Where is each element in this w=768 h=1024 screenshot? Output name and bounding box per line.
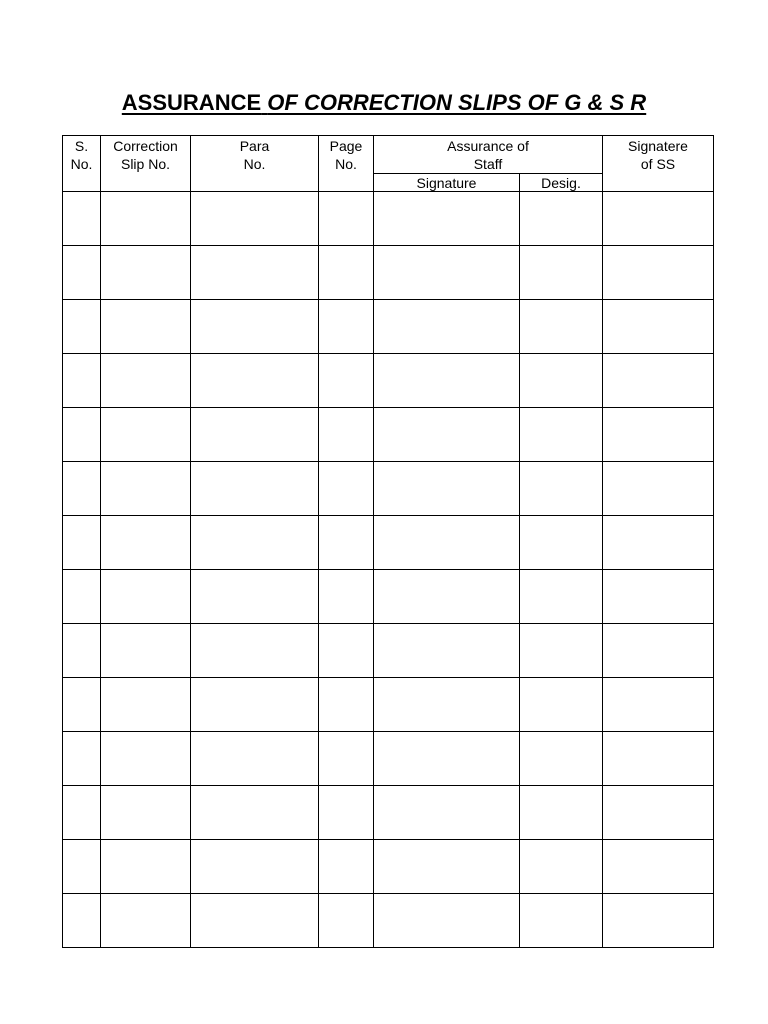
cell-desig[interactable] <box>520 678 603 732</box>
cell-signature[interactable] <box>374 300 520 354</box>
cell-page-no[interactable] <box>319 354 374 408</box>
cell-para-no[interactable] <box>191 192 319 246</box>
cell-page-no[interactable] <box>319 678 374 732</box>
cell-signature[interactable] <box>374 516 520 570</box>
cell-para-no[interactable] <box>191 516 319 570</box>
cell-para-no[interactable] <box>191 678 319 732</box>
cell-desig[interactable] <box>520 246 603 300</box>
table-row <box>63 354 714 408</box>
cell-sno[interactable] <box>63 516 101 570</box>
cell-correction-slip-no[interactable] <box>101 732 191 786</box>
cell-page-no[interactable] <box>319 624 374 678</box>
header-page-no: Page No. <box>319 136 374 192</box>
cell-page-no[interactable] <box>319 462 374 516</box>
cell-page-no[interactable] <box>319 300 374 354</box>
cell-para-no[interactable] <box>191 732 319 786</box>
table-row <box>63 408 714 462</box>
header-sno: S. No. <box>63 136 101 192</box>
cell-signatere-of-ss[interactable] <box>603 786 714 840</box>
cell-correction-slip-no[interactable] <box>101 840 191 894</box>
cell-correction-slip-no[interactable] <box>101 678 191 732</box>
cell-correction-slip-no[interactable] <box>101 894 191 948</box>
cell-sno[interactable] <box>63 678 101 732</box>
table-row <box>63 894 714 948</box>
cell-para-no[interactable] <box>191 786 319 840</box>
cell-signatere-of-ss[interactable] <box>603 246 714 300</box>
cell-desig[interactable] <box>520 462 603 516</box>
cell-sno[interactable] <box>63 624 101 678</box>
table-row <box>63 624 714 678</box>
header-para-no: Para No. <box>191 136 319 192</box>
cell-signature[interactable] <box>374 894 520 948</box>
table-row <box>63 300 714 354</box>
cell-para-no[interactable] <box>191 840 319 894</box>
table-row <box>63 516 714 570</box>
cell-signatere-of-ss[interactable] <box>603 300 714 354</box>
cell-signature[interactable] <box>374 246 520 300</box>
cell-correction-slip-no[interactable] <box>101 300 191 354</box>
cell-sno[interactable] <box>63 408 101 462</box>
cell-desig[interactable] <box>520 570 603 624</box>
cell-desig[interactable] <box>520 408 603 462</box>
cell-page-no[interactable] <box>319 786 374 840</box>
cell-signature[interactable] <box>374 840 520 894</box>
cell-signatere-of-ss[interactable] <box>603 678 714 732</box>
cell-page-no[interactable] <box>319 840 374 894</box>
cell-sno[interactable] <box>63 894 101 948</box>
cell-signature[interactable] <box>374 624 520 678</box>
cell-desig[interactable] <box>520 894 603 948</box>
table-row <box>63 462 714 516</box>
cell-para-no[interactable] <box>191 246 319 300</box>
cell-signatere-of-ss[interactable] <box>603 570 714 624</box>
cell-page-no[interactable] <box>319 246 374 300</box>
cell-para-no[interactable] <box>191 624 319 678</box>
header-signature: Signature <box>374 174 520 192</box>
cell-sno[interactable] <box>63 462 101 516</box>
cell-signature[interactable] <box>374 462 520 516</box>
table-row <box>63 246 714 300</box>
table-row <box>63 732 714 786</box>
cell-page-no[interactable] <box>319 732 374 786</box>
cell-desig[interactable] <box>520 732 603 786</box>
cell-desig[interactable] <box>520 354 603 408</box>
cell-desig[interactable] <box>520 624 603 678</box>
cell-signatere-of-ss[interactable] <box>603 354 714 408</box>
cell-para-no[interactable] <box>191 462 319 516</box>
cell-correction-slip-no[interactable] <box>101 624 191 678</box>
cell-signatere-of-ss[interactable] <box>603 408 714 462</box>
cell-correction-slip-no[interactable] <box>101 408 191 462</box>
cell-signatere-of-ss[interactable] <box>603 192 714 246</box>
cell-sno[interactable] <box>63 786 101 840</box>
cell-signature[interactable] <box>374 786 520 840</box>
header-assurance-of-staff: Assurance of Staff <box>374 136 603 174</box>
header-correction-slip-no: Correction Slip No. <box>101 136 191 192</box>
correction-slips-table <box>62 135 714 948</box>
cell-sno[interactable] <box>63 192 101 246</box>
table-body <box>63 192 714 948</box>
title-part-regular: ASSURANCE <box>121 90 262 115</box>
cell-correction-slip-no[interactable] <box>101 354 191 408</box>
cell-correction-slip-no[interactable] <box>101 516 191 570</box>
cell-para-no[interactable] <box>191 354 319 408</box>
cell-desig[interactable] <box>520 840 603 894</box>
cell-signatere-of-ss[interactable] <box>603 840 714 894</box>
cell-page-no[interactable] <box>319 408 374 462</box>
cell-para-no[interactable] <box>191 408 319 462</box>
title-part-italic: OF CORRECTION SLIPS OF G & S R <box>267 90 647 115</box>
cell-sno[interactable] <box>63 732 101 786</box>
cell-correction-slip-no[interactable] <box>101 786 191 840</box>
cell-signatere-of-ss[interactable] <box>603 624 714 678</box>
cell-signature[interactable] <box>374 354 520 408</box>
page-title <box>0 90 768 116</box>
cell-signatere-of-ss[interactable] <box>603 462 714 516</box>
table-row <box>63 192 714 246</box>
cell-desig[interactable] <box>520 192 603 246</box>
cell-desig[interactable] <box>520 300 603 354</box>
cell-signature[interactable] <box>374 678 520 732</box>
cell-desig[interactable] <box>520 516 603 570</box>
cell-page-no[interactable] <box>319 516 374 570</box>
cell-correction-slip-no[interactable] <box>101 246 191 300</box>
cell-sno[interactable] <box>63 300 101 354</box>
cell-signature[interactable] <box>374 570 520 624</box>
cell-signatere-of-ss[interactable] <box>603 894 714 948</box>
cell-correction-slip-no[interactable] <box>101 570 191 624</box>
cell-page-no[interactable] <box>319 894 374 948</box>
cell-sno[interactable] <box>63 354 101 408</box>
table-row <box>63 678 714 732</box>
cell-signature[interactable] <box>374 732 520 786</box>
cell-signatere-of-ss[interactable] <box>603 732 714 786</box>
cell-sno[interactable] <box>63 570 101 624</box>
cell-para-no[interactable] <box>191 894 319 948</box>
cell-signatere-of-ss[interactable] <box>603 516 714 570</box>
table-row <box>63 786 714 840</box>
cell-signature[interactable] <box>374 408 520 462</box>
cell-para-no[interactable] <box>191 570 319 624</box>
cell-correction-slip-no[interactable] <box>101 462 191 516</box>
table-row <box>63 840 714 894</box>
cell-correction-slip-no[interactable] <box>101 192 191 246</box>
cell-page-no[interactable] <box>319 192 374 246</box>
header-signatere-of-ss: Signatere of SS <box>603 136 714 192</box>
table-row <box>63 570 714 624</box>
cell-sno[interactable] <box>63 246 101 300</box>
cell-page-no[interactable] <box>319 570 374 624</box>
cell-para-no[interactable] <box>191 300 319 354</box>
header-desig: Desig. <box>520 174 603 192</box>
cell-desig[interactable] <box>520 786 603 840</box>
cell-sno[interactable] <box>63 840 101 894</box>
cell-signature[interactable] <box>374 192 520 246</box>
